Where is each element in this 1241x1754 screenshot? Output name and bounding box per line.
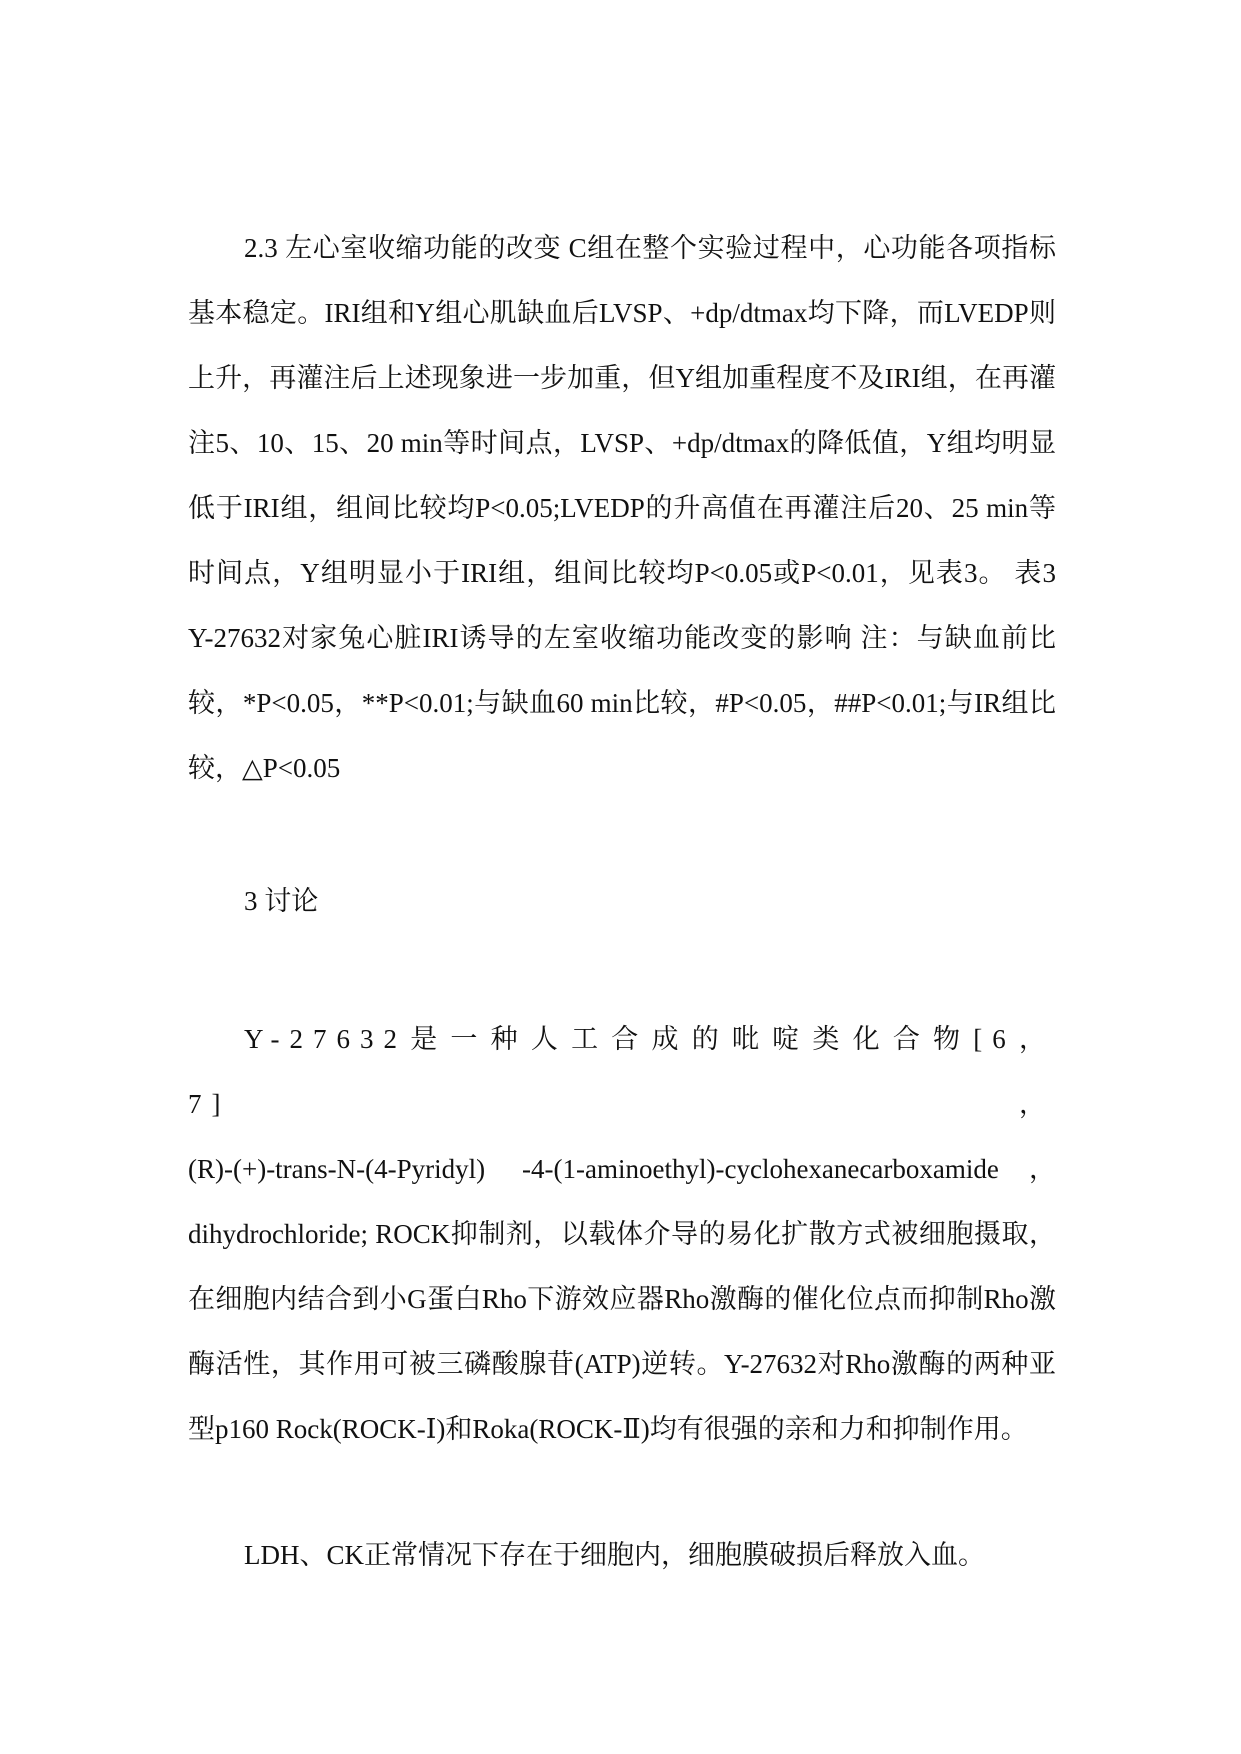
paragraph-discussion: [188, 1007, 1056, 1462]
paragraph-discussion-first-line: Y-27632是一种人工合成的吡啶类化合物[6，7]，: [188, 1024, 1056, 1119]
paragraph-ldh-ck: LDH、CK正常情况下存在于细胞内，细胞膜破损后释放入血。: [244, 1540, 985, 1570]
paragraph-discussion-body: (R)-(+)-trans-N-(4-Pyridyl) -4-(1-aminoethyl)-cyclohexanecarboxamide，dihydrochloride; ROCK抑制剂，以载体介导的易化扩散方式被细胞摄取，在细胞内结合到小G蛋白Rho下游效应器Rho激酶的催化位点而抑制Rho激酶活性，其作用可被三磷酸腺苷(ATP)逆转。Y-27632对Rho激酶的两种亚型p160 Rock(ROCK-Ⅰ)和Roka(ROCK-Ⅱ)均有很强的亲和力和抑制作用。: [188, 1154, 1056, 1444]
paragraph-section-2-3: 2.3 左心室收缩功能的改变 C组在整个实验过程中，心功能各项指标基本稳定。IRI组和Y组心肌缺血后LVSP、+dp/dtmax均下降，而LVEDP则上升，再灌注后上述现象进一步加重，但Y组加重程度不及IRI组，在再灌注5、10、15、20 min等时间点，LVSP、+dp/dtmax的降低值，Y组均明显低于IRI组，组间比较均P<0.05;LVEDP的升高值在再灌注后20、25 min等时间点，Y组明显小于IRI组，组间比较均P<0.05或P<0.01，见表3。 表3 Y-27632对家兔心脏IRI诱导的左室收缩功能改变的影响 注：与缺血前比较，*P<0.05，**P<0.01;与缺血60 min比较，#P<0.05，##P<0.01;与IR组比较，△P<0.05: [188, 233, 1056, 783]
section-heading-discussion: 3 讨论: [244, 886, 319, 916]
